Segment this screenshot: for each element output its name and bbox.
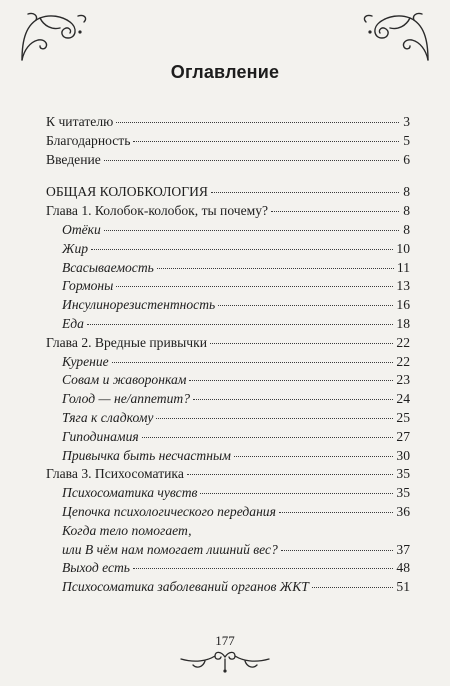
toc-entry-page: 25 xyxy=(396,409,410,425)
toc-entry-label: Введение xyxy=(46,151,101,167)
corner-ornament-top-left xyxy=(18,10,90,62)
toc-entry-label: Голод — не/аппетит? xyxy=(62,391,190,407)
toc-entry-label: Привычка быть несчастным xyxy=(62,447,231,463)
dot-leader xyxy=(211,180,399,193)
dot-leader xyxy=(189,368,393,381)
toc-entry-label: Еда xyxy=(62,315,84,331)
page-title: Оглавление xyxy=(170,62,280,82)
toc-entry-page: 27 xyxy=(396,428,410,444)
dot-leader xyxy=(187,462,394,475)
toc-entry-page: 11 xyxy=(396,259,410,275)
page-number: 177 xyxy=(215,633,235,648)
dot-leader xyxy=(281,538,394,551)
toc-entry-page: 8 xyxy=(403,184,410,200)
dot-leader xyxy=(157,256,394,269)
dot-leader xyxy=(234,444,394,457)
toc-entry-page: 8 xyxy=(403,203,410,219)
toc-entry-label: Инсулинорезистентность xyxy=(62,297,216,313)
toc-entry-page: 36 xyxy=(396,503,410,519)
toc-entry-label: Курение xyxy=(62,353,109,369)
toc-entry-label: Глава 1. Колобок-колобок, ты почему? xyxy=(46,203,269,219)
dot-leader xyxy=(112,350,394,363)
dot-leader xyxy=(104,148,399,161)
toc-entry-label: Совам и жаворонкам xyxy=(62,372,187,388)
dot-leader xyxy=(116,110,399,123)
toc-entry-page: 18 xyxy=(396,315,410,331)
toc-subentry-line1: Когда тело помогает, xyxy=(62,522,192,538)
toc-entry-page: 51 xyxy=(396,579,410,595)
toc-entry-label: Всасываемость xyxy=(62,259,154,275)
toc-entry-page: 48 xyxy=(396,560,410,576)
toc-entry-page: 6 xyxy=(403,151,410,167)
dot-leader xyxy=(156,406,393,419)
dot-leader xyxy=(193,387,393,400)
toc-entry-label: Гиподинамия xyxy=(62,428,139,444)
dot-leader xyxy=(271,199,399,212)
dot-leader xyxy=(200,481,393,494)
dot-leader xyxy=(142,425,394,438)
toc-entry-page: 13 xyxy=(396,278,410,294)
toc-entry-label: ОБЩАЯ КОЛОБКОЛОГИЯ xyxy=(46,184,208,200)
toc-entry-page: 23 xyxy=(396,372,410,388)
toc-entry-label: Выход есть xyxy=(62,560,130,576)
corner-ornament-top-right xyxy=(360,10,432,62)
dot-leader xyxy=(210,331,393,344)
toc-entry-page: 35 xyxy=(396,485,410,501)
toc-entry-page: 5 xyxy=(403,132,410,148)
dot-leader xyxy=(133,556,393,569)
bottom-ornament xyxy=(175,647,275,675)
toc-entry-label: Отёки xyxy=(62,221,101,237)
toc-entry-page: 16 xyxy=(396,297,410,313)
toc-entry-label: Жир xyxy=(62,240,89,256)
toc-entry-label: К читателю xyxy=(46,114,114,129)
dot-leader xyxy=(312,575,394,588)
dot-leader xyxy=(91,237,393,250)
dot-leader xyxy=(87,312,393,325)
dot-leader xyxy=(279,500,393,513)
toc-entry-page: 22 xyxy=(396,334,410,350)
toc-entry-label: Психосоматика заболеваний органов ЖКТ xyxy=(62,579,309,595)
toc-entry-label: Психосоматика чувств xyxy=(62,485,198,501)
toc-entry-label: Гормоны xyxy=(62,278,114,294)
dot-leader xyxy=(116,274,393,287)
toc-entry-label: Глава 2. Вредные привычки xyxy=(46,334,208,350)
toc-entry-page: 35 xyxy=(396,466,410,482)
dot-leader xyxy=(218,293,393,306)
toc-subentry xyxy=(46,503,410,522)
toc-subentry xyxy=(46,578,410,597)
toc-entry-page: 22 xyxy=(396,353,410,369)
toc-entry-label: Благодарность xyxy=(46,132,131,148)
toc-entry-page: 30 xyxy=(396,447,410,463)
toc-entry-label: или В чём нам помогает лишний вес? xyxy=(62,541,278,557)
toc-entry-page: 10 xyxy=(396,240,410,256)
toc-entry-page: 8 xyxy=(403,221,410,237)
dot-leader xyxy=(104,218,399,231)
toc-entry-page: 24 xyxy=(396,391,410,407)
toc-entry-label: Цепочка психологического передания xyxy=(62,503,276,519)
toc-entry-page: 37 xyxy=(396,541,410,557)
dot-leader xyxy=(133,129,399,142)
toc-entry-label: Глава 3. Психосоматика xyxy=(46,466,184,482)
toc-entry xyxy=(46,151,410,170)
toc-entry-label: Тяга к сладкому xyxy=(62,409,154,425)
table-of-contents xyxy=(46,113,410,597)
toc-entry-page: 3 xyxy=(403,114,410,129)
